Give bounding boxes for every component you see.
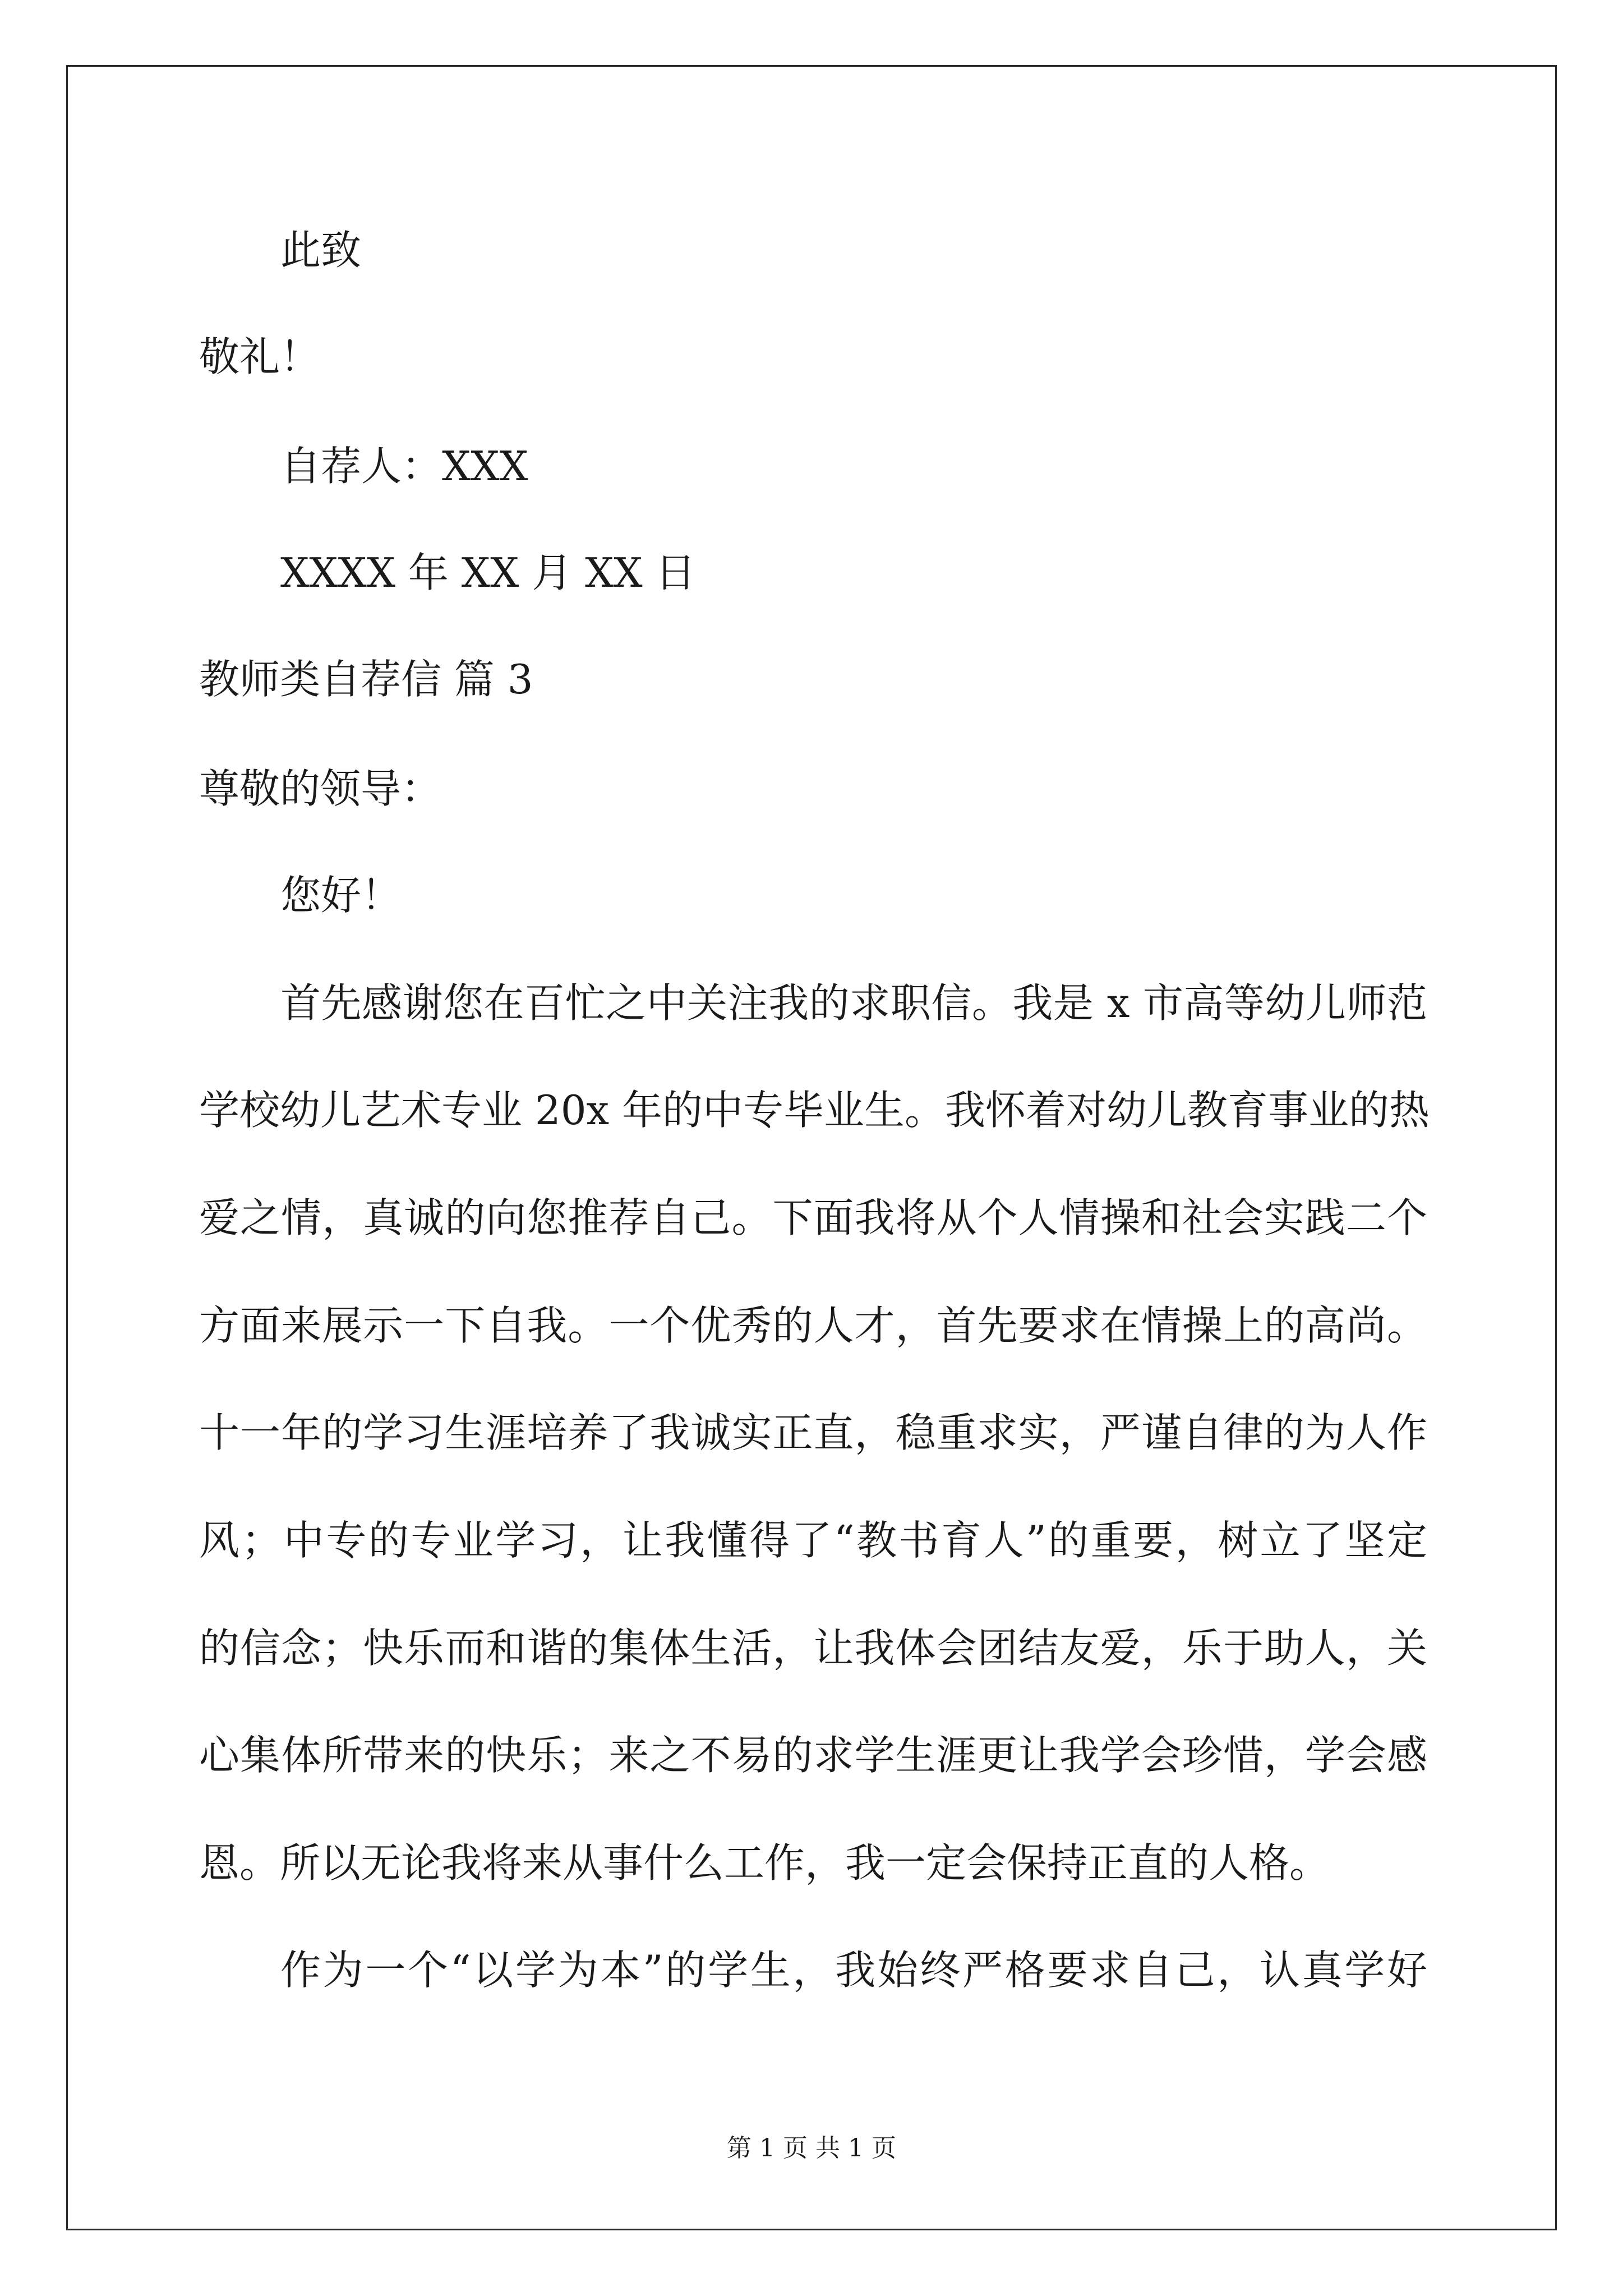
closing-line-2: 敬礼！ (199, 333, 321, 380)
paragraph-line: 首先感谢您在百忙之中关注我的求职信。我是 x 市高等幼儿师范 (280, 979, 1427, 1027)
paragraph-line: 十一年的学习生涯培养了我诚实正直，稳重求实，严谨自律的为人作 (199, 1409, 1427, 1456)
page-footer: 第 1 页 共 1 页 (727, 2134, 896, 2162)
paragraph-line: 学校幼儿艺术专业 20x 年的中专毕业生。我怀着对幼儿教育事业的热 (199, 1087, 1430, 1134)
paragraph-line: 方面来展示一下自我。一个优秀的人才，首先要求在情操上的高尚。 (199, 1302, 1427, 1349)
paragraph-line: 的信念；快乐而和谐的集体生活，让我体会团结友爱，乐于助人，关 (199, 1625, 1427, 1672)
paragraph-line: 爱之情，真诚的向您推荐自己。下面我将从个人情操和社会实践二个 (199, 1194, 1427, 1241)
paragraph-line: 作为一个“以学为本”的学生，我始终严格要求自己，认真学好 (280, 1947, 1427, 1994)
paragraph-line: 心集体所带来的快乐；来之不易的求学生涯更让我学会珍惜，学会感 (199, 1732, 1427, 1779)
date-line: XXXX 年 XX 月 XX 日 (280, 549, 696, 596)
signature-line: 自荐人：XXX (280, 443, 528, 490)
closing-line-1: 此致 (280, 227, 362, 274)
page-border (66, 65, 1557, 2230)
paragraph-line: 恩。所以无论我将来从事什么工作，我一定会保持正直的人格。 (199, 1839, 1330, 1887)
salutation: 尊敬的领导： (199, 765, 442, 812)
paragraph-line: 风；中专的专业学习，让我懂得了“教书育人”的重要，树立了坚定 (199, 1517, 1427, 1564)
section-heading: 教师类自荐信 篇 3 (199, 656, 533, 703)
greeting: 您好！ (280, 872, 402, 919)
